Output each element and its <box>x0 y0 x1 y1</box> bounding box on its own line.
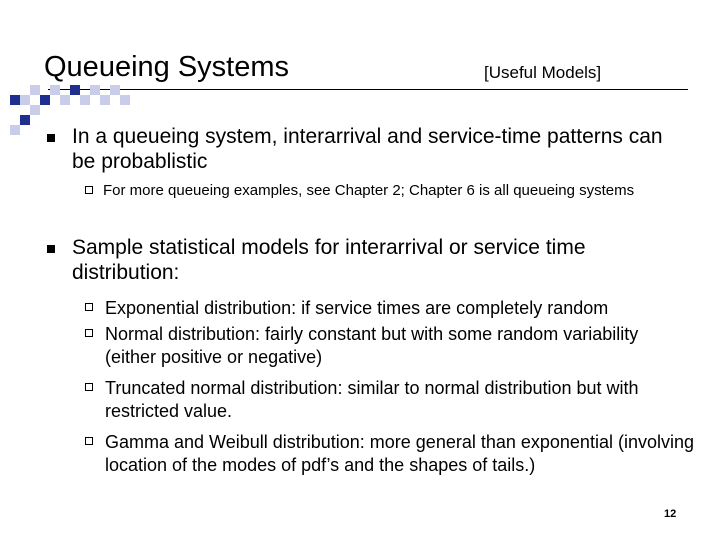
bullet-text: In a queueing system, interarrival and service-time patterns can be probablistic <box>72 125 663 173</box>
sub-bullet-box-icon <box>85 303 93 311</box>
decor-square <box>30 105 40 115</box>
decor-square <box>20 115 30 125</box>
sub-bullet-box-icon <box>85 383 93 391</box>
decor-square <box>70 85 80 95</box>
sub-bullet-box-icon <box>85 186 93 194</box>
decor-square <box>80 95 90 105</box>
decor-square <box>110 85 120 95</box>
decor-square <box>30 85 40 95</box>
sub-bullet-box-icon <box>85 437 93 445</box>
title-rule <box>48 89 688 90</box>
decor-square <box>90 85 100 95</box>
sub-bullet-text: Normal distribution: fairly constant but with some random variability (either positive or negative) <box>105 324 639 367</box>
decor-square <box>50 85 60 95</box>
sub-bullet-text: For more queueing examples, see Chapter 2; Chapter 6 is all queueing systems <box>103 182 635 199</box>
decor-square <box>10 95 20 105</box>
sub-bullet-text: Gamma and Weibull distribution: more general than exponential (involving location of the modes of pdf’s and the shapes of tails.) <box>105 432 694 475</box>
decor-square <box>20 95 30 105</box>
sub-bullet-box-icon <box>85 329 93 337</box>
bullet-square-icon <box>47 245 55 253</box>
page-number: 12 <box>664 508 677 520</box>
slide-title: Queueing Systems <box>44 51 290 83</box>
sub-bullet-text: Exponential distribution: if service times are completely random <box>105 298 609 318</box>
decor-square <box>60 95 70 105</box>
slide-subtitle: [Useful Models] <box>484 63 602 82</box>
bullet-text: Sample statistical models for interarrival or service time distribution: <box>72 236 586 284</box>
sub-bullet-text: Truncated normal distribution: similar to normal distribution but with restricted value. <box>105 378 639 421</box>
bullet-square-icon <box>47 134 55 142</box>
decor-square <box>40 95 50 105</box>
decor-square <box>10 125 20 135</box>
decor-square <box>120 95 130 105</box>
decor-square <box>100 95 110 105</box>
